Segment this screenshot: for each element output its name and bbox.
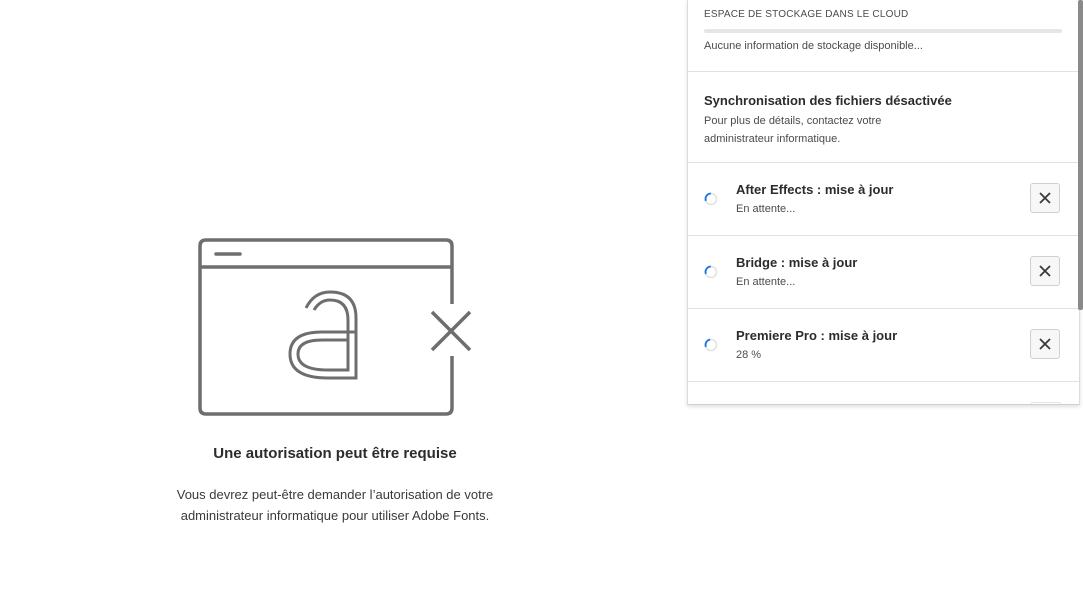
file-sync-description-line1: Pour plus de détails, contactez votre: [704, 115, 882, 127]
job-row-premiere-pro: [688, 309, 1079, 382]
progress-spinner-icon: [704, 192, 718, 206]
cancel-job-button-partial[interactable]: [1030, 402, 1062, 405]
file-sync-section: [688, 72, 1079, 163]
job-status: 28 %: [736, 349, 762, 361]
empty-state-description-line1: Vous devrez peut-être demander l’autorisation de votre: [176, 487, 494, 502]
empty-state-title: Une autorisation peut être requise: [213, 445, 457, 462]
cancel-job-button[interactable]: [1030, 256, 1060, 286]
storage-unavailable-note: Aucune information de stockage disponible...: [704, 40, 923, 52]
job-row-bridge: [688, 236, 1079, 309]
job-row-partial: [688, 382, 1079, 405]
job-status: En attente...: [736, 276, 796, 288]
panel-scrollbar[interactable]: [1078, 0, 1083, 310]
cloud-storage-heading: ESPACE DE STOCKAGE DANS LE CLOUD: [704, 9, 909, 20]
empty-state-description-line2: administrateur informatique pour utiliser Adobe Fonts.: [180, 508, 490, 523]
storage-usage-bar: [704, 29, 1062, 33]
cancel-job-button[interactable]: [1030, 183, 1060, 213]
progress-spinner-icon: [704, 338, 718, 352]
sync-status-panel: [687, 0, 1080, 405]
close-icon: [1039, 338, 1051, 350]
progress-spinner-icon: [704, 265, 718, 279]
file-sync-heading: Synchronisation des fichiers désactivée: [704, 93, 952, 108]
empty-state-description: [150, 484, 520, 526]
cloud-storage-section: [688, 0, 1079, 72]
file-sync-description-line2: administrateur informatique.: [704, 133, 841, 145]
file-sync-description: [704, 112, 904, 148]
job-title: Bridge : mise à jour: [736, 255, 858, 270]
job-title: After Effects : mise à jour: [736, 182, 894, 197]
job-row-after-effects: [688, 163, 1079, 236]
job-title: Premiere Pro : mise à jour: [736, 328, 898, 343]
job-status: En attente...: [736, 203, 796, 215]
adobe-fonts-blocked-illustration: [198, 236, 474, 416]
close-icon: [1039, 265, 1051, 277]
close-icon: [1039, 192, 1051, 204]
cancel-job-button[interactable]: [1030, 329, 1060, 359]
